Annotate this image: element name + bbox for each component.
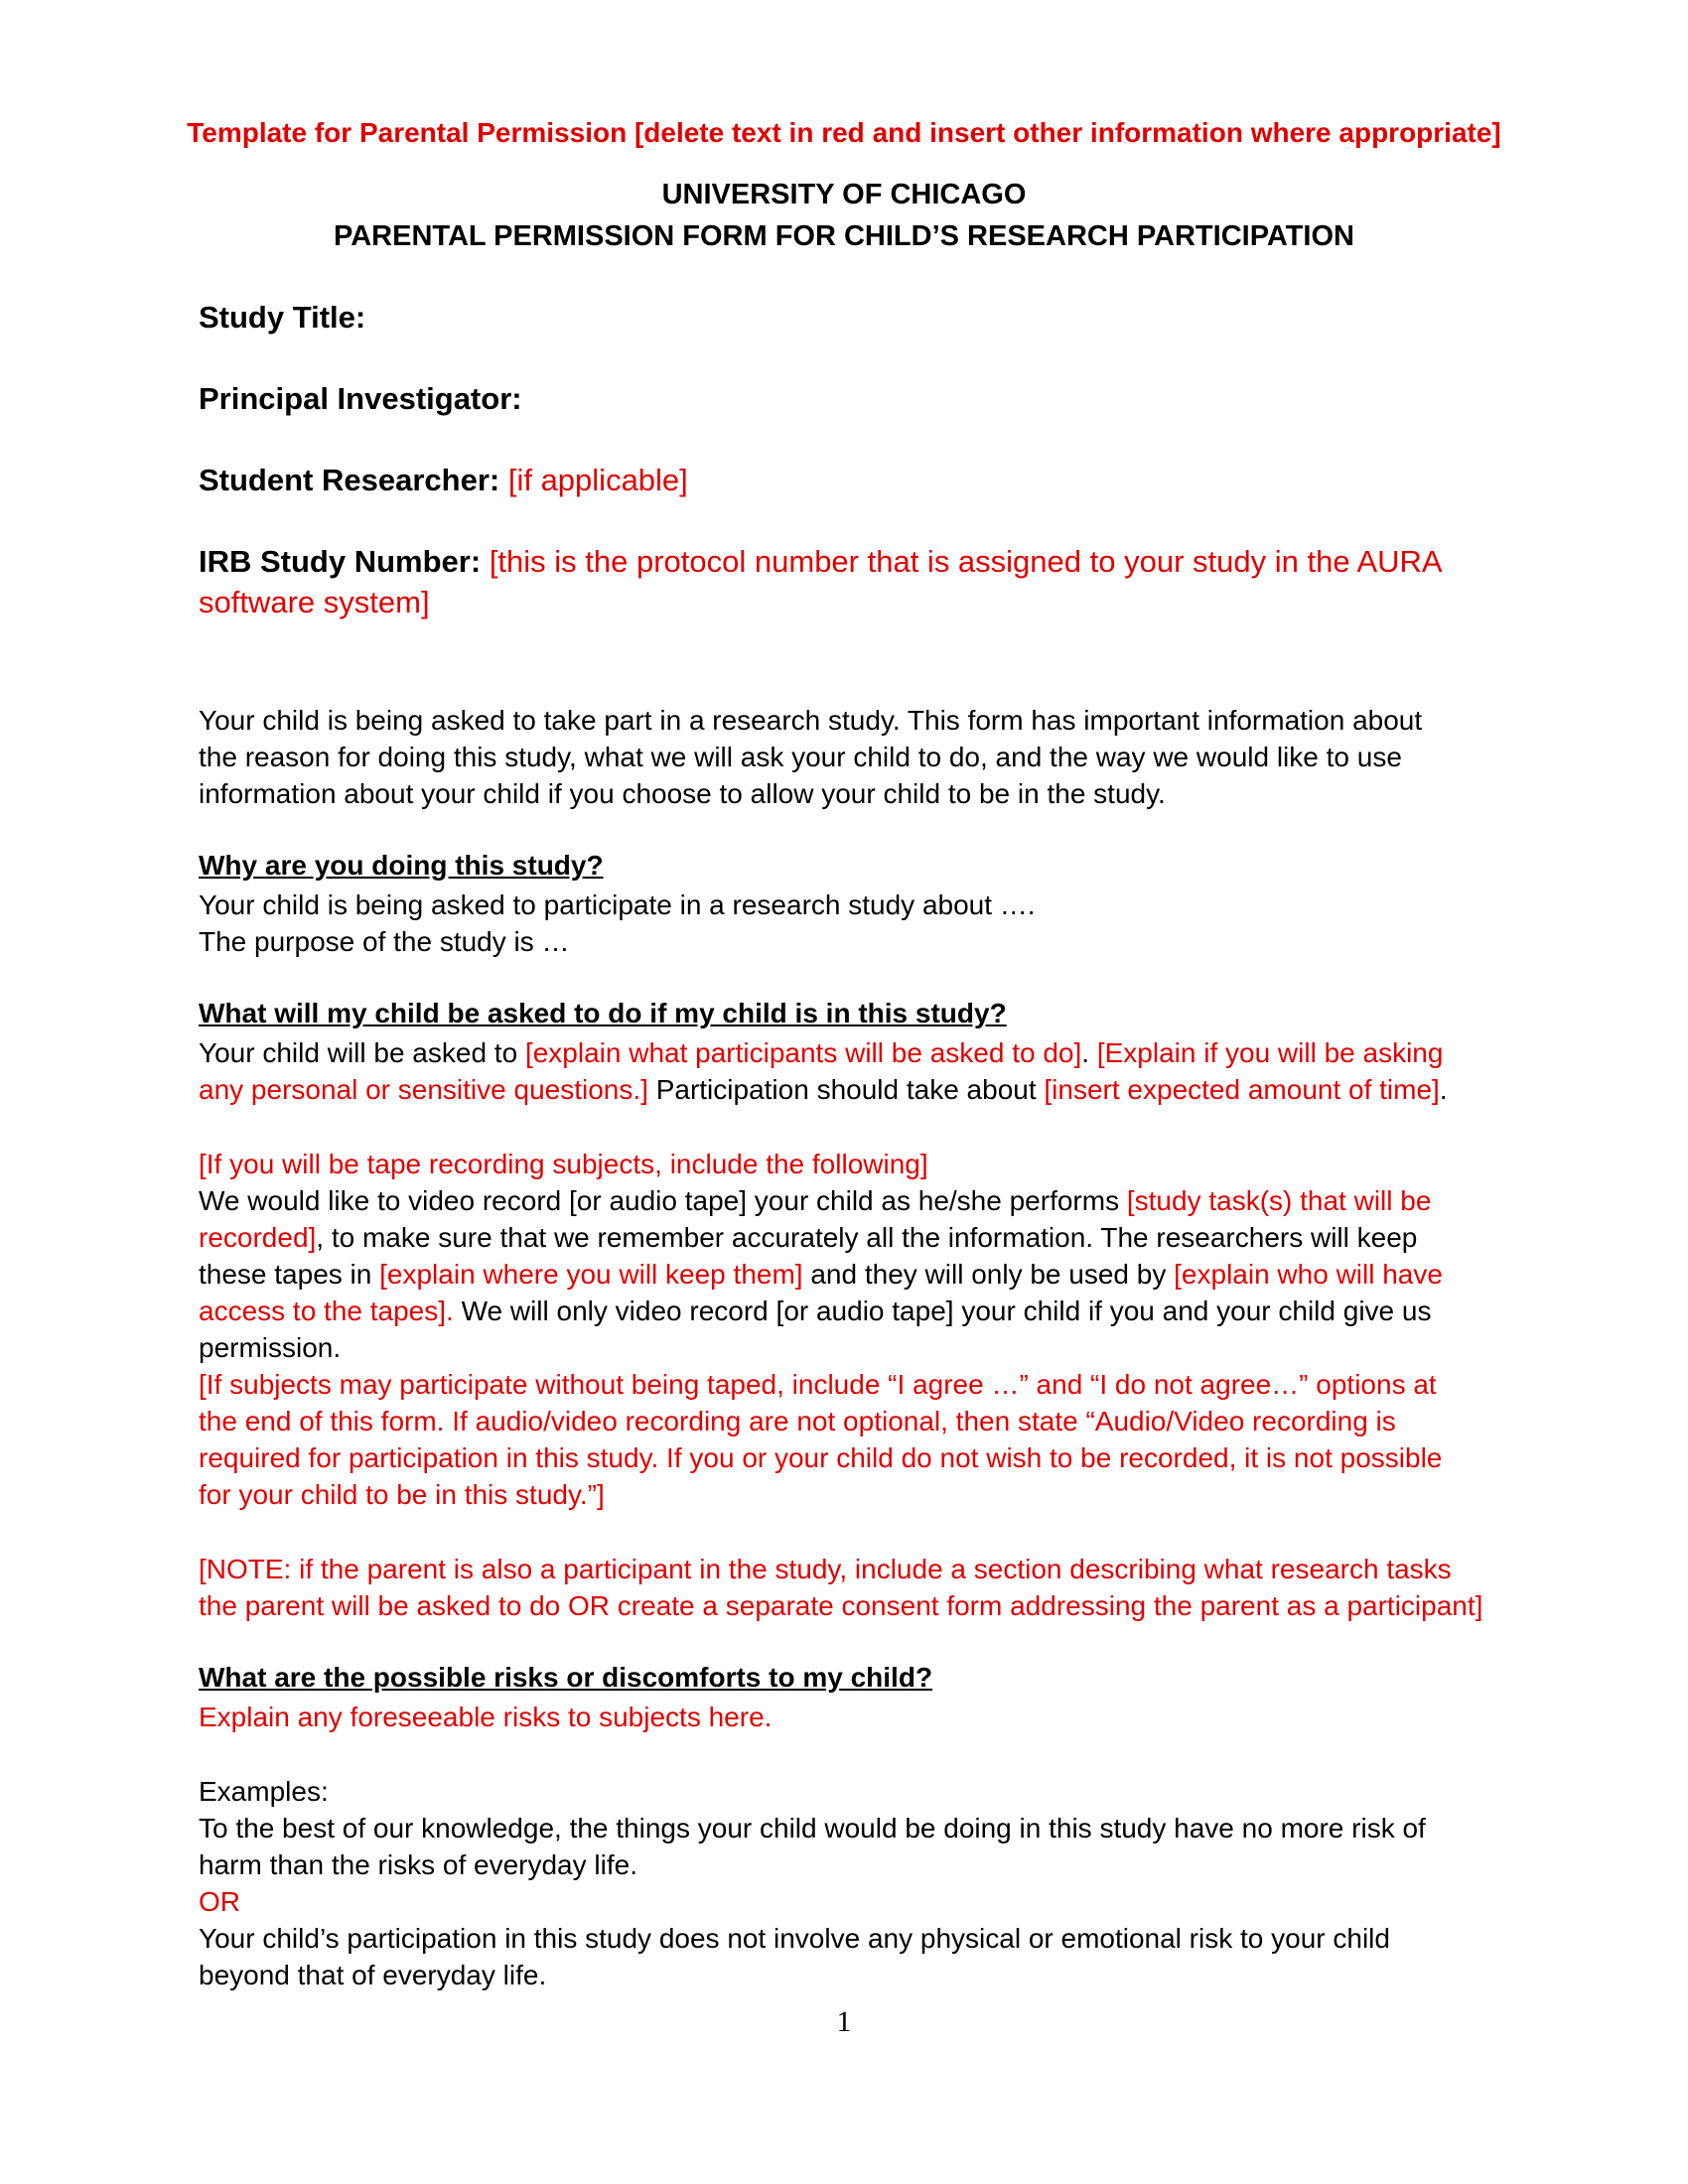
university-heading: UNIVERSITY OF CHICAGO	[661, 179, 1027, 210]
taping-note: [If you will be tape recording subjects, include the following]	[199, 1149, 928, 1179]
irb-number-field	[199, 544, 1443, 580]
student-researcher-note: [if applicable]	[507, 463, 688, 497]
irb-number-note-cont: software system]	[199, 585, 430, 619]
taping-line: recorded], to make sure that we remember accurately all the information. The researchers will keep	[199, 1222, 1418, 1253]
taping-line: access to the tapes]. We will only video record [or audio tape] your child if you and your child give us	[199, 1296, 1432, 1326]
examples-label: Examples:	[199, 1776, 329, 1807]
taping-line: We would like to video record [or audio tape] your child as he/she performs [study task(s) that will be	[199, 1185, 1432, 1216]
page-number: 1	[836, 2005, 852, 2038]
why-line: Your child is being asked to participate in a research study about ….	[199, 889, 1036, 920]
what-line: any personal or sensitive questions.] Participation should take about [insert expected amount of time].	[199, 1074, 1448, 1105]
intro-line: information about your child if you choose to allow your child to be in the study.	[199, 778, 1166, 809]
taping-option-note: [If subjects may participate without being taped, include “I agree …” and “I do not agree…” options at	[199, 1369, 1437, 1400]
template-instruction: Template for Parental Permission [delete text in red and insert other information where appropriate]	[187, 117, 1501, 148]
or-label: OR	[199, 1886, 240, 1917]
taping-option-note: required for participation in this study. If you or your child do not wish to be recorded, it is not possible	[199, 1442, 1443, 1473]
study-title-field	[199, 300, 365, 336]
intro-line: Your child is being asked to take part in a research study. This form has important information about	[199, 705, 1423, 736]
what-heading: What will my child be asked to do if my child is in this study?	[199, 998, 1007, 1028]
example-line: beyond that of everyday life.	[199, 1960, 547, 1990]
irb-number-note: [this is the protocol number that is assigned to your study in the AURA	[489, 544, 1443, 579]
why-heading: Why are you doing this study?	[199, 850, 604, 881]
study-title-label: Study Title:	[199, 300, 366, 335]
parent-note: [NOTE: if the parent is also a participant in the study, include a section describing what research tasks	[199, 1554, 1452, 1584]
principal-investigator-field	[199, 381, 522, 417]
what-line: Your child will be asked to [explain what participants will be asked to do]. [Explain if you will be asking	[199, 1037, 1444, 1068]
taping-option-note: for your child to be in this study.”]	[199, 1479, 605, 1510]
example-line: Your child’s participation in this study does not involve any physical or emotional risk to your child	[199, 1923, 1390, 1954]
risks-instruction: Explain any foreseeable risks to subjects here.	[199, 1702, 773, 1732]
irb-number-label: IRB Study Number:	[199, 544, 482, 579]
student-researcher-label: Student Researcher:	[199, 463, 500, 497]
example-line: harm than the risks of everyday life.	[199, 1849, 637, 1880]
intro-line: the reason for doing this study, what we will ask your child to do, and the way we would like to use	[199, 742, 1402, 772]
risks-heading: What are the possible risks or discomforts to my child?	[199, 1662, 933, 1693]
example-line: To the best of our knowledge, the things your child would be doing in this study have no more risk of	[199, 1813, 1426, 1843]
parent-note: the parent will be asked to do OR create a separate consent form addressing the parent as a participant]	[199, 1590, 1483, 1621]
principal-investigator-label: Principal Investigator:	[199, 381, 522, 416]
form-title: PARENTAL PERMISSION FORM FOR CHILD’S RESEARCH PARTICIPATION	[334, 220, 1354, 252]
taping-line: permission.	[199, 1332, 342, 1363]
student-researcher-field	[199, 463, 688, 498]
taping-option-note: the end of this form. If audio/video recording are not optional, then state “Audio/Video recording is	[199, 1406, 1396, 1436]
why-line: The purpose of the study is …	[199, 926, 570, 957]
taping-line: these tapes in [explain where you will keep them] and they will only be used by [explain who will have	[199, 1259, 1443, 1290]
